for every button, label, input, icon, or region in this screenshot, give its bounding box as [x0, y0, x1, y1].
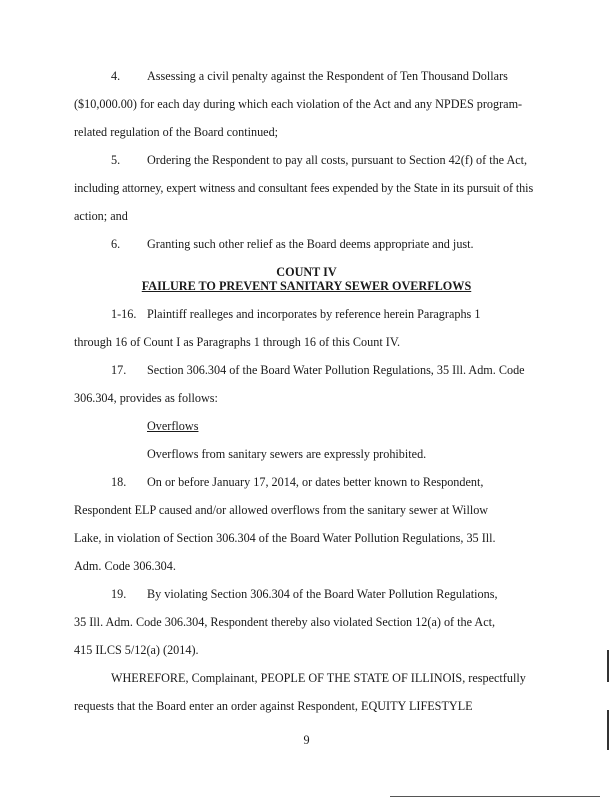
para-4-number: 4. [111, 69, 121, 83]
para-17-line-2: 306.304, provides as follows: [74, 391, 218, 405]
para-17-line-1: Section 306.304 of the Board Water Pollution Regulations, 35 Ill. Adm. Code [147, 363, 525, 377]
para-6-number: 6. [111, 237, 121, 251]
para-5-line-1: Ordering the Respondent to pay all costs, pursuant to Section 42(f) of the Act, [147, 153, 528, 167]
para-19-number: 19. [111, 587, 127, 601]
para-19-line-1: By violating Section 306.304 of the Board Water Pollution Regulations, [147, 587, 498, 601]
count-subtitle: FAILURE TO PREVENT SANITARY SEWER OVERFLOWS [141, 279, 472, 293]
wherefore-line-2: requests that the Board enter an order against Respondent, EQUITY LIFESTYLE [74, 699, 473, 713]
para-18-line-1: On or before January 17, 2014, or dates better known to Respondent, [147, 475, 484, 489]
para-4-line-3: related regulation of the Board continued; [74, 125, 279, 139]
para-17-number: 17. [111, 363, 127, 377]
scan-mark-right [607, 650, 609, 682]
para-5-line-2: including attorney, expert witness and consultant fees expended by the State in its pursuit of this [74, 181, 534, 195]
count-title: COUNT IV [276, 265, 337, 279]
para-19-line-3: 415 ILCS 5/12(a) (2014). [74, 643, 199, 657]
para-5-line-3: action; and [74, 209, 128, 223]
para-18-line-4: Adm. Code 306.304. [74, 559, 176, 573]
para-1-16-line-2: through 16 of Count I as Paragraphs 1 through 16 of this Count IV. [74, 335, 401, 349]
para-4-line-2: ($10,000.00) for each day during which each violation of the Act and any NPDES program- [74, 97, 523, 111]
quote-heading: Overflows [147, 419, 199, 433]
para-5-number: 5. [111, 153, 121, 167]
quote-text: Overflows from sanitary sewers are expressly prohibited. [147, 447, 427, 461]
scan-mark-right-lower [607, 710, 609, 750]
scan-mark-bottom [390, 796, 600, 797]
para-18-line-3: Lake, in violation of Section 306.304 of the Board Water Pollution Regulations, 35 Ill. [74, 531, 496, 545]
para-6-line-1: Granting such other relief as the Board deems appropriate and just. [147, 237, 474, 251]
para-19-line-2: 35 Ill. Adm. Code 306.304, Respondent thereby also violated Section 12(a) of the Act, [74, 615, 496, 629]
para-18-line-2: Respondent ELP caused and/or allowed overflows from the sanitary sewer at Willow [74, 503, 489, 517]
wherefore-line-1: WHEREFORE, Complainant, PEOPLE OF THE STATE OF ILLINOIS, respectfully [111, 671, 526, 685]
para-18-number: 18. [111, 475, 127, 489]
page-number: 9 [303, 733, 310, 747]
para-1-16-number: 1-16. [111, 307, 137, 321]
para-4-line-1: Assessing a civil penalty against the Respondent of Ten Thousand Dollars [147, 69, 508, 83]
para-1-16-line-1: Plaintiff realleges and incorporates by reference herein Paragraphs 1 [147, 307, 481, 321]
